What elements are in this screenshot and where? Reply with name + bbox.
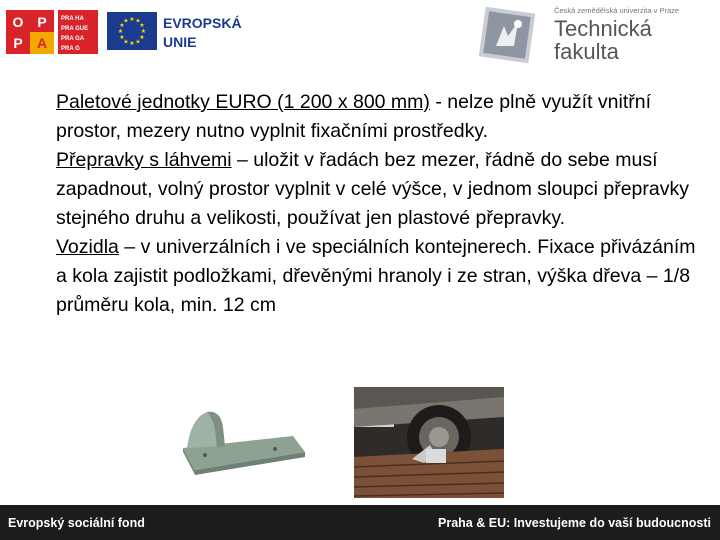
- praha-line: PRA GUE: [61, 26, 89, 32]
- faculty-logo: [474, 4, 720, 68]
- svg-text:★: ★: [123, 38, 129, 46]
- footer: [0, 505, 720, 540]
- pallets-heading: Paletové jednotky EURO (1 200 x 800 mm): [56, 91, 430, 113]
- crates-text: – uložit v řadách bez mezer, řádně do sebe musí zapadnout, volný prostor vyplnit v celé výšce, v jednom sloupci přepravky stejného druhu a velikosti, používat jen plastové přepravky.: [56, 149, 689, 229]
- oppa-logo: [6, 10, 54, 54]
- faculty-emblem-icon: [474, 6, 538, 64]
- praha-logo: [58, 10, 98, 54]
- svg-text:★: ★: [135, 17, 141, 25]
- praha-line: PRA GA: [61, 36, 85, 42]
- header: [0, 0, 720, 72]
- svg-text:★: ★: [135, 38, 141, 46]
- footer-right-text: Praha & EU: Investujeme do vaší budoucnosti: [438, 516, 711, 530]
- faculty-name: [554, 17, 652, 63]
- eu-logo-line2: UNIE: [163, 34, 197, 50]
- eu-flag-icon: [107, 12, 157, 50]
- praha-line: PRA G: [61, 46, 80, 52]
- praha-line: PRA HA: [61, 16, 84, 22]
- university-name: Česká zemědělská univerzita v Praze: [554, 6, 680, 15]
- wheel-chock-in-use-photo: [354, 387, 504, 498]
- pallets-text: - nelze plně využít vnitřní prostor, mezery nutno vyplnit fixačními prostředky.: [56, 91, 652, 142]
- svg-text:★: ★: [119, 34, 125, 41]
- vehicles-text: – v univerzálních i ve speciálních kontejnerech. Fixace přivázáním a kola zajistit podložkami, dřevěnými hranoly i ze stran, výška dřeva – 1/8 průměru kola, min. 12 cm: [56, 236, 696, 316]
- paragraph-vehicles: [56, 233, 696, 320]
- svg-text:★: ★: [123, 17, 129, 25]
- crates-heading: Přepravky s láhvemi: [56, 149, 232, 171]
- svg-text:★: ★: [117, 28, 124, 35]
- footer-left-text: Evropský sociální fond: [8, 516, 145, 530]
- slide-body: [56, 88, 696, 320]
- svg-text:★: ★: [129, 40, 135, 47]
- oppa-letter: P: [13, 35, 23, 51]
- vehicles-heading: Vozidla: [56, 236, 119, 258]
- faculty-name-line2: fakulta: [554, 39, 619, 64]
- svg-text:★: ★: [140, 28, 147, 35]
- oppa-letter: O: [12, 14, 24, 30]
- oppa-letter: P: [37, 14, 47, 30]
- svg-text:★: ★: [119, 22, 125, 29]
- faculty-name-line1: Technická: [554, 16, 652, 41]
- paragraph-pallets: [56, 88, 696, 146]
- svg-text:★: ★: [139, 22, 145, 29]
- paragraph-crates: [56, 146, 696, 233]
- eu-logo-line1: EVROPSKÁ: [163, 15, 242, 31]
- wheel-chock-photo: [165, 390, 315, 498]
- oppa-letter: A: [36, 35, 48, 51]
- eu-logo-text: [163, 14, 242, 52]
- svg-text:★: ★: [139, 34, 145, 41]
- svg-text:★: ★: [129, 16, 135, 23]
